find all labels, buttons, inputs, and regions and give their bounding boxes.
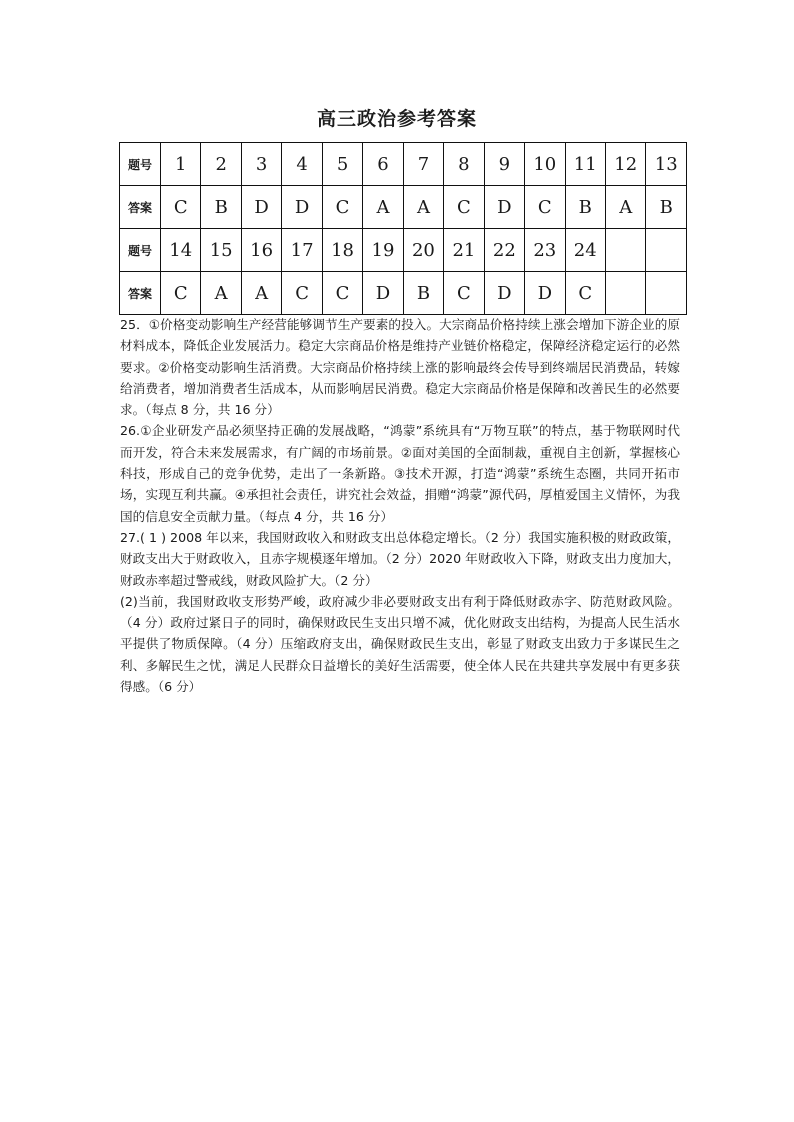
table-row xyxy=(120,143,687,186)
row-label: 题号 xyxy=(120,143,161,186)
table-cell: C xyxy=(565,272,605,315)
answer-table xyxy=(119,142,687,315)
table-cell: A xyxy=(605,186,645,229)
table-cell: 2 xyxy=(201,143,241,186)
table-cell: B xyxy=(565,186,605,229)
row-label: 答案 xyxy=(120,186,161,229)
answer-q25: 25．①价格变动影响生产经营能够调节生产要素的投入。大宗商品价格持续上涨会增加下游企业的原材料成本，降低企业发展活力。稳定大宗商品价格是维持产业链价格稳定，保障经济稳定运行的必然要求。②价格变动影响生活消费。大宗商品价格持续上涨的影响最终会传导到终端居民消费品，转嫁给消费者，增加消费者生活成本，从而影响居民消费。稳定大宗商品价格是保障和改善民生的必然要求。（每点 8 分，共 16 分） xyxy=(120,317,680,418)
table-cell xyxy=(605,272,645,315)
table-cell: 8 xyxy=(444,143,484,186)
table-cell: C xyxy=(161,186,201,229)
table-cell: 12 xyxy=(605,143,645,186)
answer-q27-part2: (2)当前，我国财政收支形势严峻，政府减少非必要财政支出有利于降低财政赤字、防范财政风险。（4 分）政府过紧日子的同时，确保财政民生支出只增不减，优化财政支出结构，为提高人民生活水平提供了物质保障。（4 分）压缩政府支出，确保财政民生支出，彰显了财政支出致力于多谋民生之利、多解民生之忧，满足人民群众日益增长的美好生活需要，使全体人民在共建共享发展中有更多获得感。（6 分） xyxy=(120,593,680,695)
table-cell: 18 xyxy=(322,229,362,272)
table-cell: 3 xyxy=(241,143,281,186)
answer-q26: 26.①企业研发产品必须坚持正确的发展战略，“鸿蒙”系统具有“万物互联”的特点，基于物联网时代而开发，符合未来发展需求，有广阔的市场前景。②面对美国的全面制裁，重视自主创新，掌握核心科技，形成自己的竞争优势，走出了一条新路。③技术开源，打造“鸿蒙”系统生态圈，共同开拓市场，实现互利共赢。④承担社会责任，讲究社会效益，捐赠“鸿蒙”源代码，厚植爱国主义情怀，为我国的信息安全贡献力量。（每点 4 分，共 16 分） xyxy=(120,423,680,524)
table-cell: 6 xyxy=(363,143,403,186)
table-row xyxy=(120,186,687,229)
table-cell: 23 xyxy=(525,229,565,272)
table-cell: 17 xyxy=(282,229,322,272)
table-cell xyxy=(605,229,645,272)
table-cell: C xyxy=(282,272,322,315)
table-cell: 4 xyxy=(282,143,322,186)
table-cell xyxy=(646,272,687,315)
answer-q27-part1: 27.( 1 ) 2008 年以来，我国财政收入和财政支出总体稳定增长。（2 分）我国实施积极的财政政策，财政支出大于财政收入，且赤字规模逐年增加。（2 分）2020 年财政收入下降，财政支出力度加大，财政赤率超过警戒线，财政风险扩大。（2 分） xyxy=(120,529,680,588)
table-cell xyxy=(646,229,687,272)
table-cell: 9 xyxy=(484,143,524,186)
table-cell: 7 xyxy=(403,143,443,186)
table-cell: C xyxy=(525,186,565,229)
row-label: 答案 xyxy=(120,272,161,315)
table-cell: 1 xyxy=(161,143,201,186)
table-cell: 24 xyxy=(565,229,605,272)
table-cell: C xyxy=(322,272,362,315)
table-cell: 22 xyxy=(484,229,524,272)
table-cell: C xyxy=(444,186,484,229)
table-cell: 10 xyxy=(525,143,565,186)
table-cell: 15 xyxy=(201,229,241,272)
table-cell: C xyxy=(444,272,484,315)
table-row xyxy=(120,272,687,315)
table-cell: D xyxy=(282,186,322,229)
table-cell: D xyxy=(484,272,524,315)
page-title: 高三政治参考答案 xyxy=(316,108,477,130)
table-cell: C xyxy=(161,272,201,315)
row-label: 题号 xyxy=(120,229,161,272)
table-cell: D xyxy=(363,272,403,315)
table-cell: B xyxy=(646,186,687,229)
table-cell: C xyxy=(322,186,362,229)
table-cell: 14 xyxy=(161,229,201,272)
table-cell: A xyxy=(363,186,403,229)
table-cell: A xyxy=(201,272,241,315)
table-cell: 16 xyxy=(241,229,281,272)
table-cell: D xyxy=(525,272,565,315)
table-cell: D xyxy=(241,186,281,229)
table-cell: 21 xyxy=(444,229,484,272)
table-cell: 19 xyxy=(363,229,403,272)
table-cell: B xyxy=(201,186,241,229)
table-cell: B xyxy=(403,272,443,315)
table-cell: D xyxy=(484,186,524,229)
answer-body xyxy=(120,314,680,697)
table-cell: A xyxy=(403,186,443,229)
table-cell: 11 xyxy=(565,143,605,186)
table-row xyxy=(120,229,687,272)
table-cell: A xyxy=(241,272,281,315)
table-cell: 5 xyxy=(322,143,362,186)
table-cell: 13 xyxy=(646,143,687,186)
table-cell: 20 xyxy=(403,229,443,272)
